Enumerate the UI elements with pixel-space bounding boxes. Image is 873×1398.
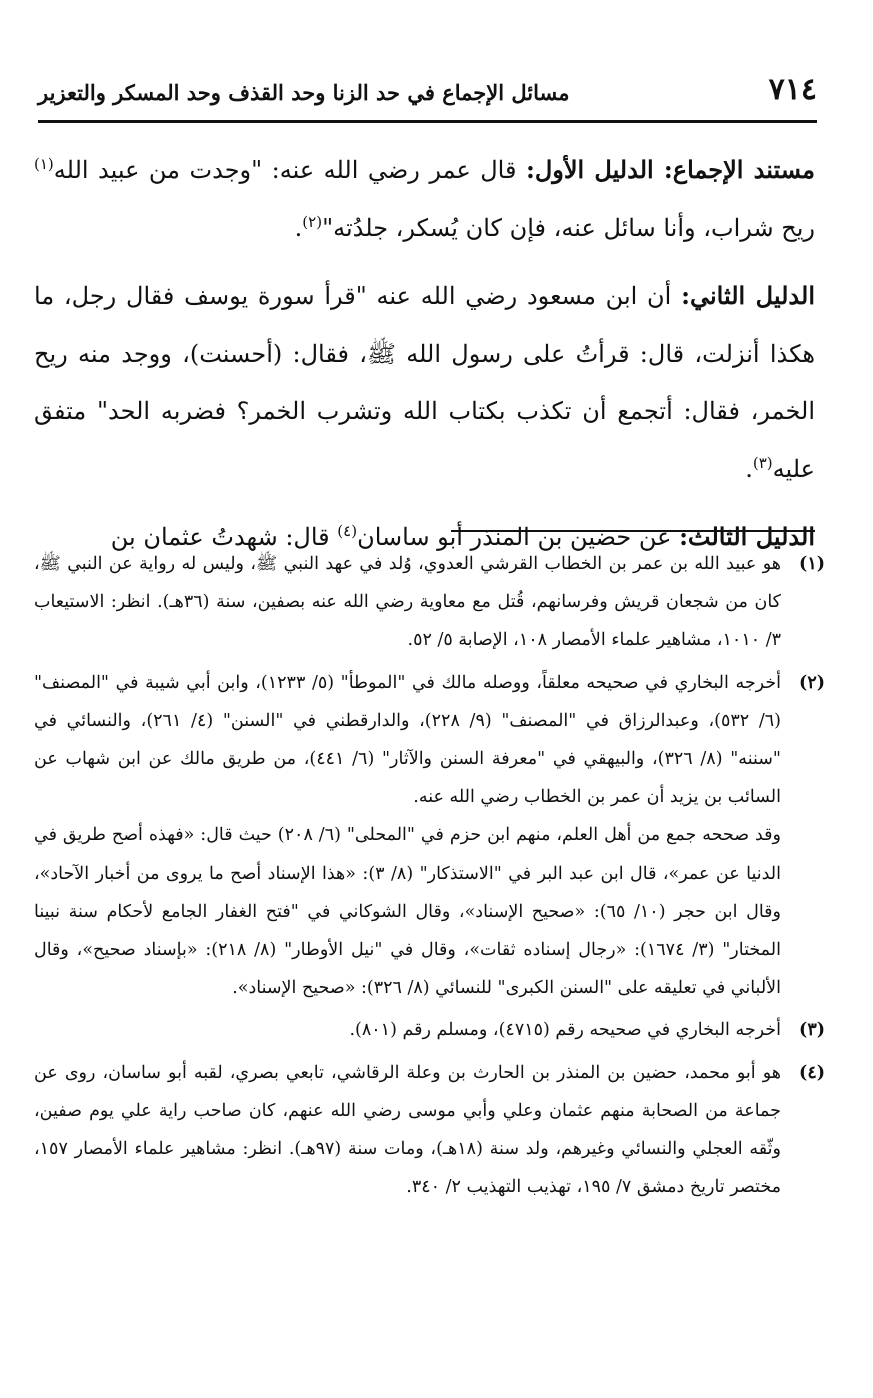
footnote-2	[34, 664, 825, 1008]
main-text	[34, 141, 815, 577]
heading-second-evidence: الدليل الثاني:	[681, 281, 815, 310]
footnote-number: (٣)	[799, 1020, 825, 1041]
heading-third-evidence: الدليل الثالث:	[679, 522, 815, 551]
page-number: ٧١٤	[768, 72, 817, 107]
footnote-text-continued: وقد صححه جمع من أهل العلم، منهم ابن حزم في "المحلى" (٦/ ٢٠٨) حيث قال: «فهذه أصح طريق في الدنيا عن عمر»، قال ابن عبد البر في "الاستذكار" (٨/ ٣): «هذا الإسناد أصح ما يروى من أخبار الآحاد»، وقال ابن حجر (١٠/ ٦٥): «صحيح الإسناد»، وقال الشوكاني في "فتح الغفار الجامع لأحكام سنة نبينا المختار" (٣/ ١٦٧٤): «رجال إسناده ثقات»، وقال في "نيل الأوطار" (٨/ ٢١٨): «بإسناد صحيح»، وقال الألباني في تعليقه على "السنن الكبرى" للنسائي (٨/ ٣٢٦): «صحيح الإسناد».	[34, 825, 782, 999]
text: عن حضين بن المنذر أبو ساسان	[357, 523, 672, 551]
footnote-text: أخرجه البخاري في صحيحه رقم (٤٧١٥)، ومسلم رقم (٨٠١).	[349, 1020, 781, 1041]
period: .	[745, 454, 753, 483]
paragraph-first-evidence	[34, 141, 815, 257]
footnote-number: (٢)	[799, 672, 825, 693]
footnote-text: هو عبيد الله بن عمر بن الخطاب القرشي العدوي، وُلد في عهد النبي ﷺ، وليس له رواية عن النبي ﷺ، كان من شجعان قريش وفرسانهم، قُتل مع معاوية رضي الله عنه بصفين، سنة (٣٦هـ). انظر: الاستيعاب ٣/ ١٠١٠، مشاهير علماء الأمصار ١٠٨، الإصابة ٥/ ٥٢.	[34, 554, 781, 651]
period: .	[294, 213, 303, 242]
footnote-ref-1: (١)	[34, 155, 54, 173]
running-title: مسائل الإجماع في حد الزنا وحد القذف وحد المسكر والتعزير	[38, 80, 570, 105]
text: ريح شراب، وأنا سائل عنه، فإن كان يُسكر، جلدُته"	[322, 213, 815, 242]
footnote-number: (٤)	[799, 1062, 825, 1083]
footnote-3	[34, 1011, 825, 1049]
footnote-ref-4: (٤)	[337, 522, 358, 540]
footnote-text: أخرجه البخاري في صحيحه معلقاً، ووصله مالك في "الموطأ" (٥/ ١٢٣٣)، وابن أبي شيبة في "المصنف" (٦/ ٥٣٢)، وعبدالرزاق في "المصنف" (٩/ ٢٢٨)، والدارقطني في "السنن" (٤/ ٢٦١)، والنسائي في "سننه" (٨/ ٣٢٦)، والبيهقي في "معرفة السنن والآثار" (٦/ ٤٤١)، من طريق مالك عن ابن شهاب عن السائب بن يزيد أن عمر بن الخطاب رضي الله عنه.	[34, 672, 781, 808]
page-header	[38, 62, 817, 123]
footnote-ref-2: (٢)	[302, 212, 323, 231]
text: قال: شهدتُ عثمان بن	[110, 523, 330, 551]
paragraph-second-evidence	[34, 267, 815, 498]
footnote-text: هو أبو محمد، حضين بن المنذر بن الحارث بن وعلة الرقاشي، تابعي بصري، لقبه أبو ساسان، روى عن جماعة من الصحابة منهم عثمان وعلي وأبي موسى رضي الله عنهم، كان صاحب راية علي يوم صفين، وثّقه العجلي والنسائي وغيرهم، ولد سنة (١٨هـ)، ومات سنة (٩٧هـ). انظر: مشاهير علماء الأمصار ١٥٧، مختصر تاريخ دمشق ٧/ ١٩٥، تهذيب التهذيب ٢/ ٣٤٠.	[34, 1062, 781, 1198]
footnotes	[34, 545, 825, 1210]
text: قال عمر رضي الله عنه: "وجدت من عبيد الله	[53, 156, 517, 184]
footnote-separator	[451, 530, 815, 532]
text: أن ابن مسعود رضي الله عنه "قرأ سورة يوسف فقال رجل، ما هكذا أنزلت، قال: قرأتُ على رسول الله ﷺ، فقال: (أحسنت)، ووجد منه ريح الخمر، فقال: أتجمع أن تكذب بكتاب الله وتشرب الخمر؟ فضربه الحد" متفق عليه	[34, 282, 815, 483]
footnote-1	[34, 545, 825, 660]
footnote-ref-3: (٣)	[752, 453, 773, 472]
heading-first-evidence: مستند الإجماع: الدليل الأول:	[525, 155, 815, 184]
footnote-4	[34, 1054, 825, 1207]
footnote-number: (١)	[799, 554, 825, 574]
